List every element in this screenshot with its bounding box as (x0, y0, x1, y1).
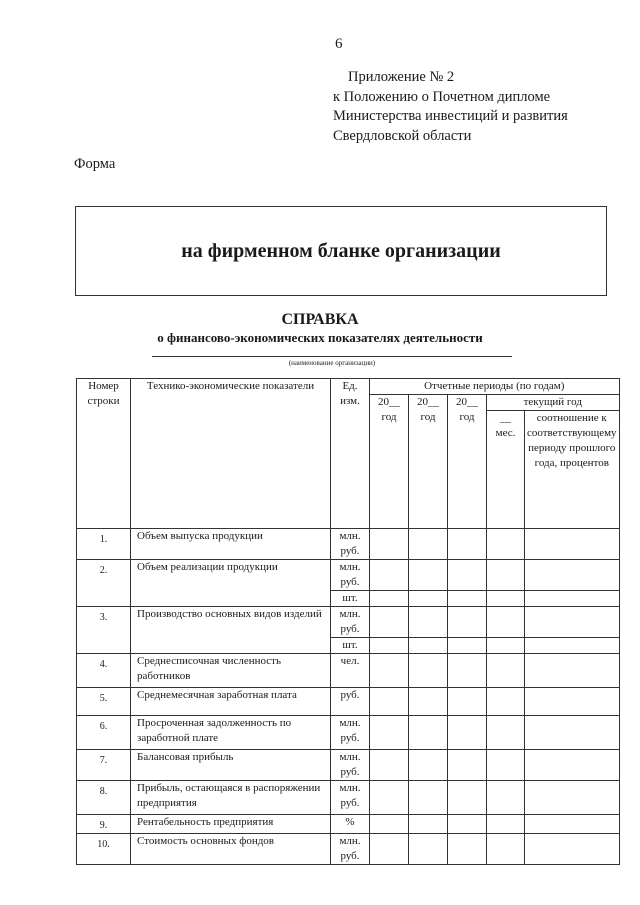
value-cell[interactable] (370, 638, 409, 654)
value-cell[interactable] (487, 834, 525, 865)
appendix-line-1: Приложение № 2 (348, 69, 455, 85)
value-cell[interactable] (525, 781, 620, 815)
value-cell[interactable] (487, 815, 525, 834)
value-cell[interactable] (525, 529, 620, 560)
value-cell[interactable] (487, 716, 525, 750)
value-cell[interactable] (448, 750, 487, 781)
row-number: 1. (77, 529, 131, 560)
value-cell[interactable] (409, 688, 448, 716)
appendix-line-2: к Положению о Почетном дипломе (333, 88, 551, 105)
header-year-3: 20__ год (448, 395, 487, 529)
unit-cell: млн. руб. (331, 750, 370, 781)
value-cell[interactable] (487, 781, 525, 815)
value-cell[interactable] (409, 529, 448, 560)
value-cell[interactable] (448, 560, 487, 591)
row-number: 3. (77, 607, 131, 654)
value-cell[interactable] (525, 654, 620, 688)
header-year-2: 20__ год (409, 395, 448, 529)
header-current-year: текущий год (487, 395, 620, 411)
unit-cell: млн. руб. (331, 781, 370, 815)
value-cell[interactable] (448, 815, 487, 834)
value-cell[interactable] (525, 716, 620, 750)
header-indicators: Технико-экономические показатели (131, 379, 331, 529)
indicator-name: Прибыль, остающаяся в распоряжении предприятия (131, 781, 331, 815)
value-cell[interactable] (448, 654, 487, 688)
value-cell[interactable] (487, 638, 525, 654)
row-number: 2. (77, 560, 131, 607)
table-row (77, 716, 620, 750)
indicator-name: Балансовая прибыль (131, 750, 331, 781)
value-cell[interactable] (525, 560, 620, 591)
unit-cell: шт. (331, 638, 370, 654)
row-number: 9. (77, 815, 131, 834)
indicator-name: Объем выпуска продукции (131, 529, 331, 560)
value-cell[interactable] (370, 591, 409, 607)
value-cell[interactable] (370, 750, 409, 781)
value-cell[interactable] (370, 607, 409, 638)
value-cell[interactable] (370, 716, 409, 750)
document-subtitle: о финансово-экономических показателях деятельности (157, 330, 483, 345)
header-ratio: соотношение к соответствующему периоду прошлого года, процентов (525, 411, 620, 529)
indicator-name: Рентабельность предприятия (131, 815, 331, 834)
unit-cell: чел. (331, 654, 370, 688)
value-cell[interactable] (448, 688, 487, 716)
value-cell[interactable] (409, 560, 448, 591)
appendix-line-3: Министерства инвестиций и развития (333, 108, 568, 124)
value-cell[interactable] (448, 529, 487, 560)
value-cell[interactable] (409, 815, 448, 834)
indicator-name: Просроченная задолженность по заработной плате (131, 716, 331, 750)
value-cell[interactable] (370, 781, 409, 815)
value-cell[interactable] (370, 654, 409, 688)
value-cell[interactable] (409, 591, 448, 607)
org-name-caption: (наименование организации) (288, 359, 376, 367)
header-periods: Отчетные периоды (по годам) (370, 379, 620, 395)
unit-cell: шт. (331, 591, 370, 607)
table-row (77, 529, 620, 560)
row-number: 7. (77, 750, 131, 781)
unit-cell: % (331, 815, 370, 834)
unit-cell: млн. руб. (331, 834, 370, 865)
table-row (77, 750, 620, 781)
unit-cell: млн. руб. (331, 607, 370, 638)
value-cell[interactable] (487, 607, 525, 638)
appendix-header (333, 68, 633, 146)
value-cell[interactable] (370, 560, 409, 591)
row-number: 6. (77, 716, 131, 750)
appendix-line-4: Свердловской области (333, 127, 472, 144)
value-cell[interactable] (448, 638, 487, 654)
header-months: __ мес. (487, 411, 525, 529)
value-cell[interactable] (409, 716, 448, 750)
value-cell[interactable] (525, 688, 620, 716)
indicator-name: Объем реализации продукции (131, 560, 331, 607)
value-cell[interactable] (487, 750, 525, 781)
form-label: Форма (74, 156, 116, 172)
value-cell[interactable] (409, 781, 448, 815)
value-cell[interactable] (409, 638, 448, 654)
value-cell[interactable] (409, 750, 448, 781)
value-cell[interactable] (448, 834, 487, 865)
table-row (77, 688, 620, 716)
value-cell[interactable] (525, 750, 620, 781)
unit-cell: млн. руб. (331, 529, 370, 560)
document-title: СПРАВКА (281, 311, 359, 328)
value-cell[interactable] (409, 834, 448, 865)
letterhead-text: на фирменном бланке организации (181, 239, 501, 262)
row-number: 5. (77, 688, 131, 716)
value-cell[interactable] (448, 607, 487, 638)
value-cell[interactable] (525, 591, 620, 607)
value-cell[interactable] (448, 591, 487, 607)
table-row (77, 815, 620, 834)
value-cell[interactable] (487, 654, 525, 688)
value-cell[interactable] (448, 781, 487, 815)
value-cell[interactable] (370, 688, 409, 716)
org-name-line (152, 356, 512, 357)
value-cell[interactable] (487, 560, 525, 591)
value-cell[interactable] (487, 591, 525, 607)
value-cell[interactable] (525, 607, 620, 638)
indicator-name: Среднемесячная заработная плата (131, 688, 331, 716)
indicator-name: Производство основных видов изделий (131, 607, 331, 654)
table-row (77, 607, 620, 638)
unit-cell: руб. (331, 688, 370, 716)
value-cell[interactable] (525, 638, 620, 654)
indicator-name: Среднесписочная численность работников (131, 654, 331, 688)
table-row (77, 560, 620, 591)
page-number: 6 (335, 36, 343, 52)
indicators-table (76, 378, 620, 865)
row-number: 8. (77, 781, 131, 815)
header-year-1: 20__ год (370, 395, 409, 529)
header-row-number: Номер строки (77, 379, 131, 529)
value-cell[interactable] (409, 654, 448, 688)
value-cell[interactable] (525, 834, 620, 865)
value-cell[interactable] (448, 716, 487, 750)
value-cell[interactable] (370, 529, 409, 560)
value-cell[interactable] (370, 815, 409, 834)
row-number: 4. (77, 654, 131, 688)
value-cell[interactable] (409, 607, 448, 638)
row-number: 10. (77, 834, 131, 865)
table-row (77, 781, 620, 815)
unit-cell: млн. руб. (331, 560, 370, 591)
value-cell[interactable] (370, 834, 409, 865)
value-cell[interactable] (525, 815, 620, 834)
value-cell[interactable] (487, 688, 525, 716)
unit-cell: млн. руб. (331, 716, 370, 750)
table-row (77, 834, 620, 865)
letterhead-box (75, 206, 607, 296)
header-unit: Ед. изм. (331, 379, 370, 529)
table-row (77, 654, 620, 688)
value-cell[interactable] (487, 529, 525, 560)
indicator-name: Стоимость основных фондов (131, 834, 331, 865)
